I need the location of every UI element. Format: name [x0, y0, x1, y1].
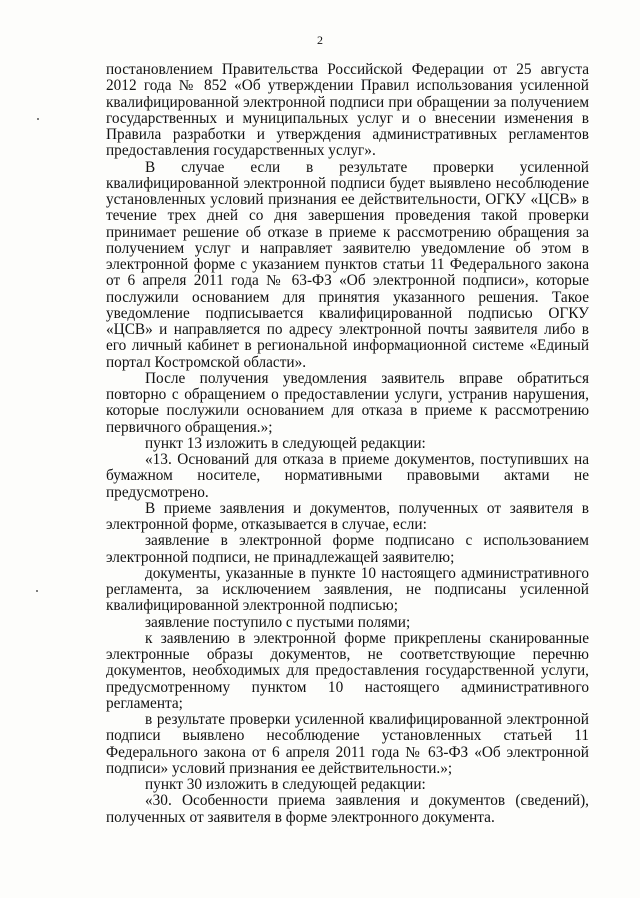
- paragraph-2: В случае если в результате проверки усиленной квалифицированной электронной подписи будет выявлено несоблюдение установленных условий признания ее действительности, ОГКУ «ЦСВ» в течение трех дней со дня завершения проведения такой проверки принимает решение об отказе в приеме к рассмотрению обращения за получением услуг и направляет заявителю уведомление об этом в электронной форме с указанием пунктов статьи 11 Федерального закона от 6 апреля 2011 года № 63-ФЗ «Об электронной подписи», которые послужили основанием для принятия указанного решения. Такое уведомление подписывается квалифицированной подписью ОГКУ «ЦСВ» и направляется по адресу электронной почты заявителя либо в его личный кабинет в региональной информационной системе «Единый портал Костромской области».: [106, 158, 589, 371]
- paragraph-3: После получения уведомления заявитель вправе обратиться повторно с обращением о предоставлении услуги, устранив нарушения, которые послужили основанием для отказа в приеме к рассмотрению первичного обращения.»;: [106, 369, 589, 436]
- paragraph-1: постановлением Правительства Российской Федерации от 25 августа 2012 года № 852 «Об утверждении Правил использования усиленной квалифицированной электронной подписи при обращении за получением государственных и муниципальных услуг и о внесении изменения в Правила разработки и утверждения административных регламентов предоставления государственных услуг».: [106, 61, 589, 160]
- paragraph-11: в результате проверки усиленной квалифицированной электронной подписи выявлено несоблюдение установленных статьей 11 Федерального закона от 6 апреля 2011 года № 63-ФЗ «Об электронной подписи» условий признания ее действительности.»;: [106, 711, 589, 777]
- paragraph-10: к заявлению в электронной форме прикреплены сканированные электронные образы документов, не соответствующие перечню документов, необходимых для предоставления государственной услуги, предусмотренному пунктом 10 настоящего административного регламента;: [106, 629, 589, 712]
- paragraph-5: «13. Оснований для отказа в приеме документов, поступивших на бумажном носителе, нормативными правовыми актами не предусмотрено.: [106, 451, 589, 501]
- paragraph-6: В приеме заявления и документов, полученных от заявителя в электронной форме, отказывается в случае, если:: [106, 499, 589, 533]
- document-body: [106, 62, 589, 826]
- paragraph-8: документы, указанные в пункте 10 настоящего административного регламента, за исключением заявления, не подписаны усиленной квалифицированной электронной подписью;: [106, 564, 589, 615]
- paragraph-7: заявление в электронной форме подписано с использованием электронной подписи, не принадлежащей заявителю;: [106, 532, 589, 566]
- paragraph-9: заявление поступило с пустыми полями;: [145, 613, 411, 631]
- paragraph-4: пункт 13 изложить в следующей редакции:: [145, 434, 426, 452]
- paragraph-13: «30. Особенности приема заявления и документов (сведений), полученных от заявителя в форме электронного документа.: [106, 792, 589, 826]
- paragraph-12: пункт 30 изложить в следующей редакции:: [145, 776, 426, 793]
- scan-speck: [36, 590, 38, 592]
- scan-speck: [37, 118, 39, 120]
- page-number: 2: [317, 33, 323, 47]
